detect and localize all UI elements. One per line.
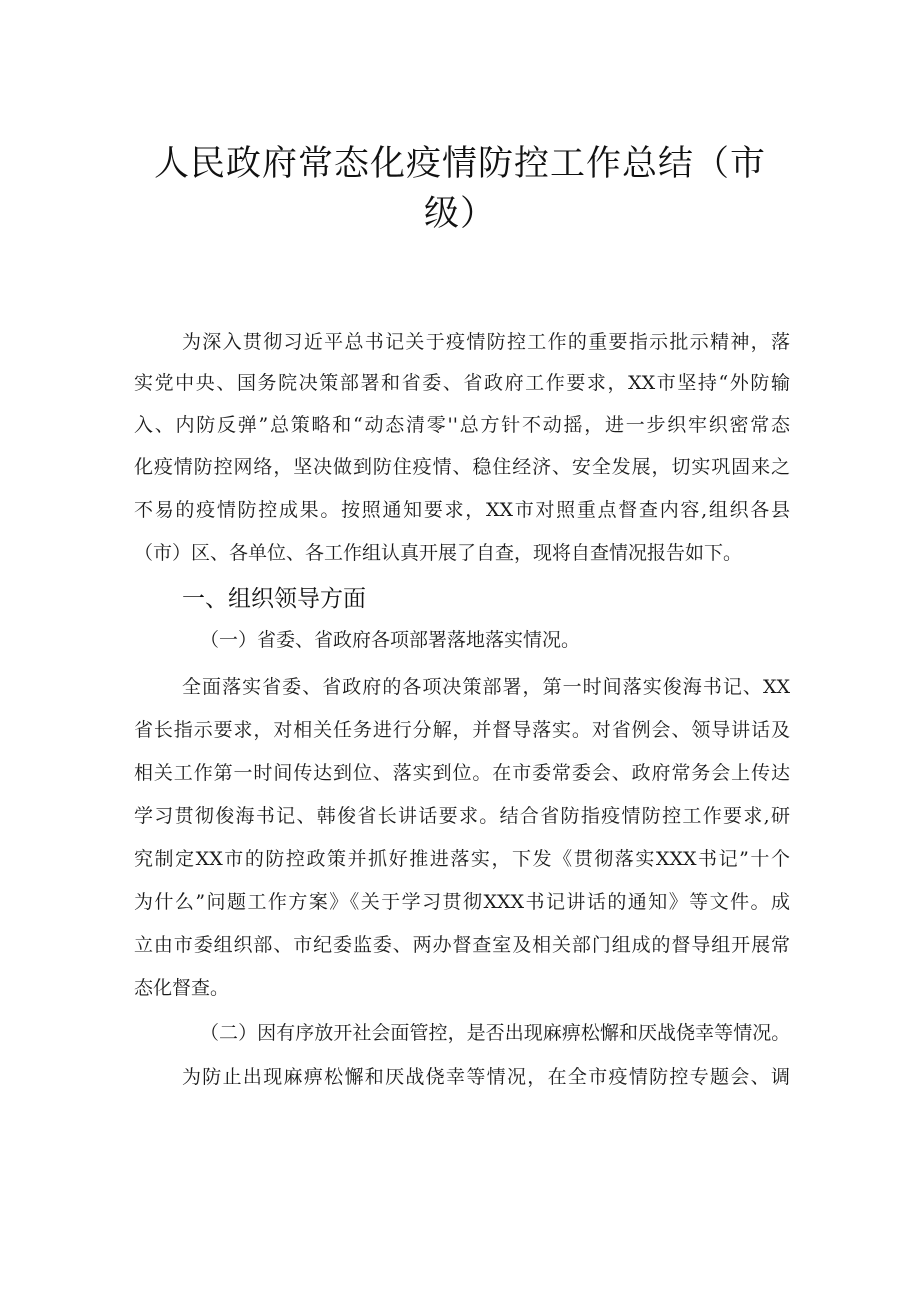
subsection-1-line: 全面落实省委、省政府的各项决策部署，第一时间落实俊海书记、XX [182,676,790,698]
subsection-1-line: 学习贯彻俊海书记、韩俊省长讲话要求。结合省防指疫情防控工作要求,研 [134,805,790,827]
intro-paragraph-line: 为深入贯彻习近平总书记关于疫情防控工作的重要指示批示精神，落 [182,331,790,353]
subsection-1-line: 相关工作第一时间传达到位、落实到位。在市委常委会、政府常务会上传达 [134,762,790,784]
document-title-line-1: 人民政府常态化疫情防控工作总结（市 [153,144,766,184]
intro-paragraph-line: 化疫情防控网络，坚决做到防住疫情、稳住经济、安全发展，切实巩固来之 [134,456,790,478]
subsection-1-line: 省长指示要求，对相关任务进行分解，并督导落实。对省例会、领导讲话及 [134,719,790,741]
subsection-1-line: 态化督查。 [134,977,230,999]
intro-paragraph-line: （市）区、各单位、各工作组认真开展了自查，现将自查情况报告如下。 [134,542,743,564]
subsection-2-line: 为防止出现麻痹松懈和厌战侥幸等情况，在全市疫情防控专题会、调 [182,1066,790,1088]
subsection-heading-2: （二）因有序放开社会面管控，是否出现麻痹松懈和厌战侥幸等情况。 [200,1022,790,1044]
intro-paragraph-line: 实党中央、国务院决策部署和省委、省政府工作要求，XX市坚持“外防输 [134,372,790,394]
subsection-1-line: 为什么”问题工作方案》《关于学习贯彻XXX书记讲话的通知》等文件。成 [134,891,790,913]
subsection-1-line: 究制定XX市的防控政策并抓好推进落实，下发《贯彻落实XXX书记”十个 [134,848,790,870]
subsection-heading-1: （一）省委、省政府各项部署落地落实情况。 [200,629,581,651]
section-heading-organization: 一、组织领导方面 [182,586,366,612]
intro-paragraph-line: 不易的疫情防控成果。按照通知要求，XX市对照重点督查内容,组织各县 [134,499,790,521]
subsection-1-line: 立由市委组织部、市纪委监委、两办督查室及相关部门组成的督导组开展常 [134,934,790,956]
intro-paragraph-line: 入、内防反弹”总策略和“动态清零''总方针不动摇，进一步织牢织密常态 [134,414,790,436]
document-title-line-2: 级） [423,194,496,234]
